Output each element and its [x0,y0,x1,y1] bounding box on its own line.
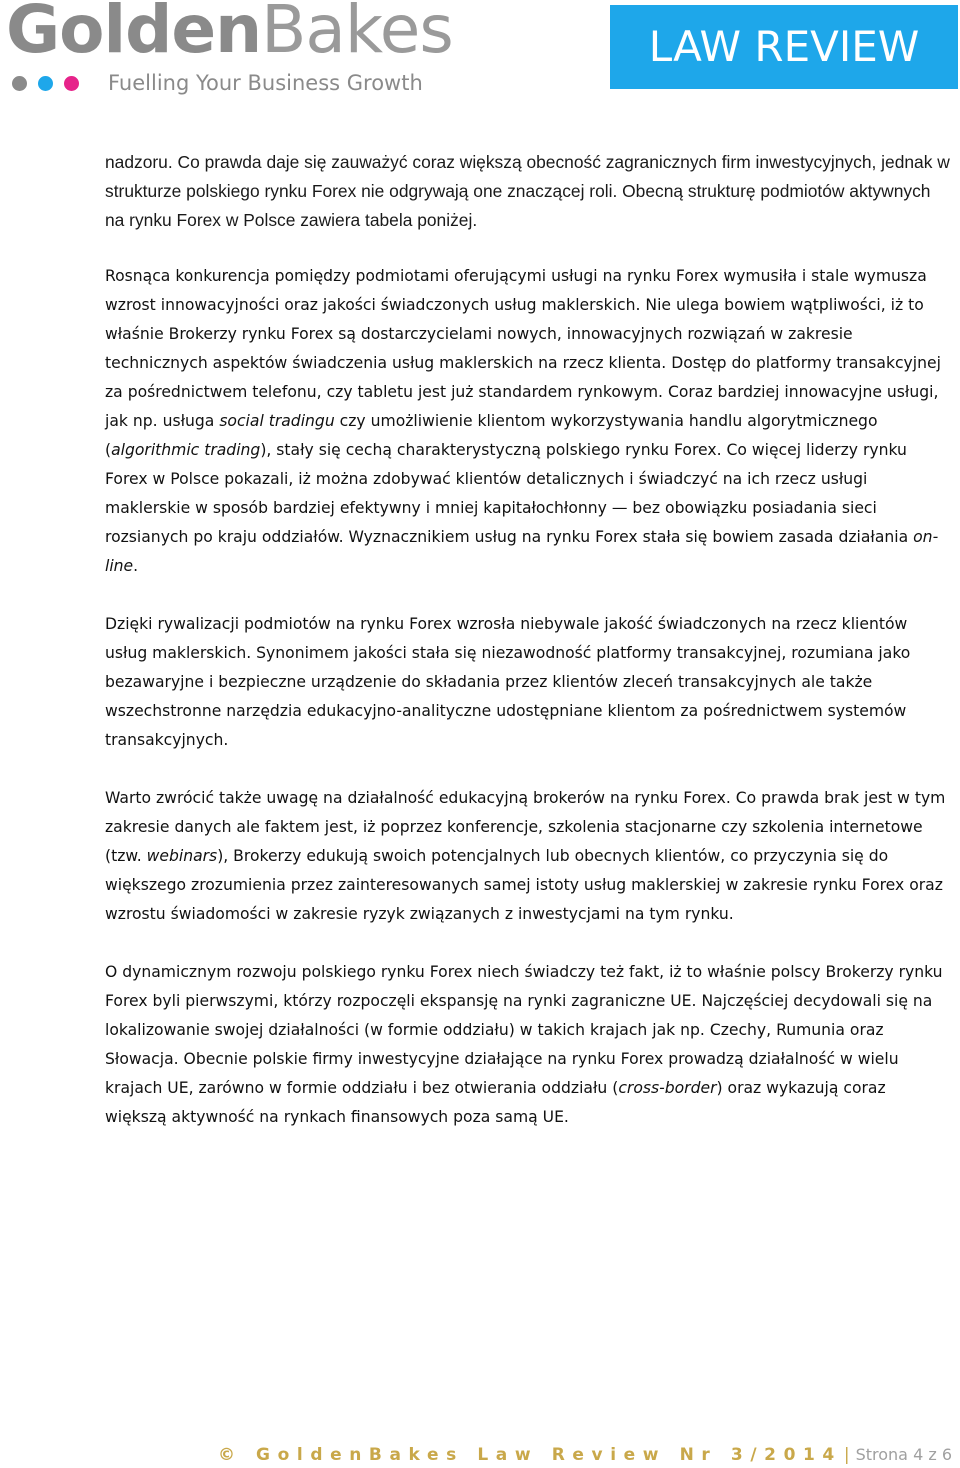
footer-brand: © GoldenBakes Law Review Nr 3/2014 [217,1445,842,1465]
logo-dot-grey [12,76,27,91]
article-body [105,148,950,1161]
logo-word-bakes: Bakes [261,0,453,68]
law-review-banner: LAW REVIEW [610,5,958,89]
logo-dot-blue [38,76,53,91]
footer-separator: | [843,1445,850,1465]
page-number: Strona 4 z 6 [855,1445,952,1464]
paragraph-2: Rosnąca konkurencja pomiędzy podmiotami oferującymi usługi na rynku Forex wymusiła i stale wymusza wzrost innowacyjności oraz jakości świadczonych usług maklerskich. Nie ulega bowiem wątpliwości, iż to właśnie Brokerzy rynku Forex są dostarczycielami nowych, innowacyjnych rozwiązań w zakresie technicznych aspektów świadczenia usług maklerskich na rzecz klienta. Dostęp do platformy transakcyjnej za pośrednictwem telefonu, czy tabletu jest już standardem rynkowym. Coraz bardziej innowacyjne usługi, jak np. usługa social tradingu czy umożliwienie klientom wykorzystywania handlu algorytmicznego (algorithmic trading), stały się cechą charakterystyczną polskiego rynku Forex. Co więcej liderzy rynku Forex w Polsce pokazali, iż można zdobywać klientów detalicznych i świadczyć na ich rzecz usługi maklerskie w sposób bardziej efektywny i mniej kapitałochłonny — bez obowiązku posiadania sieci rozsianych po kraju oddziałów. Wyznacznikiem usług na rynku Forex stała się bowiem zasada działania on-line. [105,267,941,575]
logo-word-golden: Golden [6,0,262,68]
company-logo [4,0,453,100]
logo-dot-pink [64,76,79,91]
page-footer [218,1442,952,1468]
paragraph-5: O dynamicznym rozwoju polskiego rynku Forex niech świadczy też fakt, iż to właśnie polscy Brokerzy rynku Forex byli pierwszymi, którzy rozpoczęli ekspansję na rynki zagraniczne UE. Najczęściej decydowali się na lokalizowanie swojej działalności (w formie oddziału) w takich krajach jak np. Czechy, Rumunia oraz Słowacja. Obecnie polskie firmy inwestycyjne działające na rynku Forex prowadzą działalność w wielu krajach UE, zarówno w formie oddziału i bez otwierania oddziału (cross-border) oraz wykazują coraz większą aktywność na rynkach finansowych poza samą UE. [105,963,943,1126]
logo-tagline: Fuelling Your Business Growth [108,71,423,95]
paragraph-3: Dzięki rywalizacji podmiotów na rynku Forex wzrosła niebywale jakość świadczonych na rzecz klientów usług maklerskich. Synonimem jakości stała się niezawodność platformy transakcyjnej, rozumiana jako bezawaryjne i bezpieczne urządzenie do składania przez klientów zleceń transakcyjnych ale także wszechstronne narzędzia edukacyjno-analityczne udostępniane klientom za pośrednictwem systemów transakcyjnych. [105,615,911,749]
paragraph-4: Warto zwrócić także uwagę na działalność edukacyjną brokerów na rynku Forex. Co prawda brak jest w tym zakresie danych ale faktem jest, iż poprzez konferencje, szkolenia stacjonarne czy szkolenia internetowe (tzw. webinars), Brokerzy edukują swoich potencjalnych lub obecnych klientów, co przyczynia się do większego zrozumienia przez zainteresowanych samej istoty usług maklerskiej w zakresie rynku Forex oraz wzrostu świadomości w zakresie ryzyk związanych z inwestycjami na tym rynku. [105,789,946,923]
paragraph-1: nadzoru. Co prawda daje się zauważyć coraz większą obecność zagranicznych firm inwestycyjnych, jednak w strukturze polskiego rynku Forex nie odgrywają one znaczącej roli. Obecną strukturę podmiotów aktywnych na rynku Forex w Polsce zawiera tabela poniżej. [105,152,950,230]
logo-dots [12,74,79,92]
logo-wordmark [6,0,453,68]
